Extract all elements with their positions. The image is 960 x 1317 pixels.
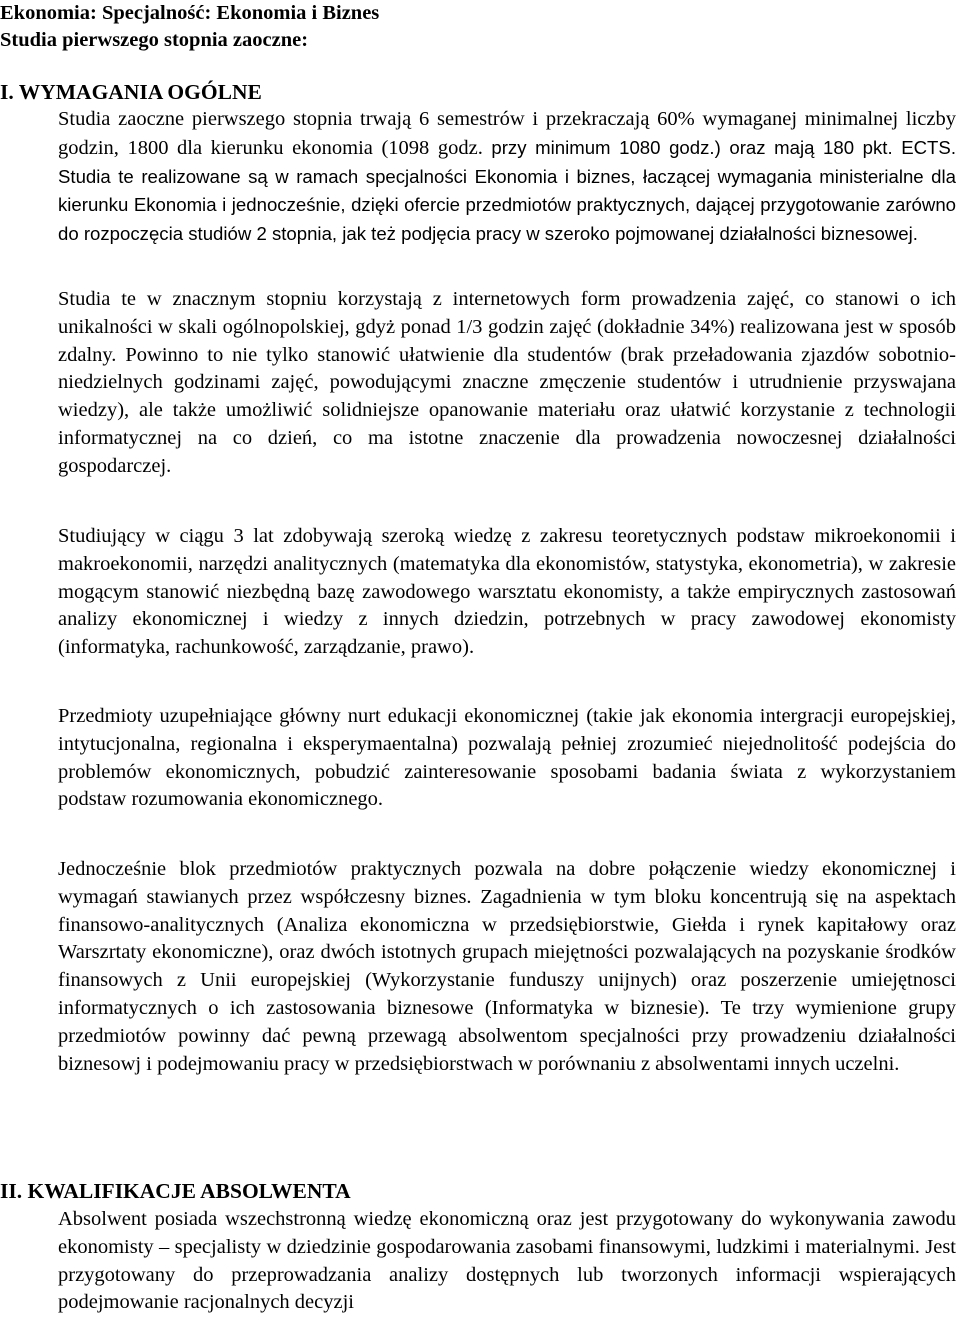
paragraph-wymagania-1-serif: Studia zaoczne pierwszego stopnia trwają 6 semestrów i przekraczają 60% wymaganej minimalnej liczby godzin, 1800 dla kierunku ekonomia (1098 godz.: [58, 108, 956, 159]
section-heading-kwalifikacje: II. KWALIFIKACJE ABSOLWENTA: [0, 1179, 351, 1203]
paragraph-wymagania-3: Studiujący w ciągu 3 lat zdobywają szeroką wiedzę z zakresu teoretycznych podstaw mikroekonomii i makroekonomii, narzędzi analitycznych (matematyka dla ekonomistów, statystyka, ekonometria), w zakresie mogącym stanowić niezbędną bazę zawodowego warsztatu ekonomisty, a także empirycznych zastosowań analizy ekonomicznej i wiedzy z innych dziedzin, potrzebnych w pracy zawodowej ekonomisty (informatyka, rachunkowość, zarządzanie, prawo).: [58, 525, 956, 659]
paragraph-wymagania-1-sans: przy minimum 1080 godz.) oraz mają 180 pkt. ECTS. Studia te realizowane są w ramach specjalności Ekonomia i biznes, łaczącej wymagania ministerialne dla kierunku Ekonomia i jednocześnie, dzięki ofercie przedmiotów praktycznych, dającej przygotowanie zarówno do rozpoczęcia studiów 2 stopnia, jak też podjęcia pracy w szeroko pojmowanej działalności biznesowej.: [58, 136, 956, 245]
paragraph-wymagania-2: Studia te w znacznym stopniu korzystają z internetowych form prowadzenia zajęć, co stanowi o ich unikalności w skali ogólnopolskiej, gdyż ponad 1/3 godzin zajęć (dokładnie 34%) realizowana jest w sposób zdalny. Powinno to nie tylko stanowić ułatwienie dla studentów (brak przeładowania zjazdów sobotnio-niedzielnych godzinami zajęć, powodującymi znaczne zmęczenie studentów i utrudnienie przyswajana wiedzy), ale także umożliwić solidniejsze opanowanie materiału oraz ułatwić korzystanie z technologii informatycznej na co dzień, co ma istotne znaczenie dla prowadzenia nowoczesnej działalności gospodarczej.: [58, 288, 956, 477]
section-heading-wymagania: I. WYMAGANIA OGÓLNE: [0, 80, 262, 104]
paragraph-kwalifikacje-1: Absolwent posiada wszechstronną wiedzę ekonomiczną oraz jest przygotowany do wykonywania zawodu ekonomisty – specjalisty w dziedzinie gospodarowania zasobami finansowymi, ludzkimi i materialnymi. Jest przygotowany do przeprowadzania analizy dostępnych lub tworzonych informacji wspierających podejmowanie racjonalnych decyzji: [58, 1208, 956, 1314]
paragraph-wymagania-4: Przedmioty uzupełniające główny nurt edukacji ekonomicznej (takie jak ekonomia intergracji europejskiej, intytucjonalna, regionalna i eksperymaentalna) pozwalają pełniej zrozumieć niejednolitość podejścia do problemów ekonomicznych, pobudzić zainteresowanie sposobami badania świata z wykorzystaniem podstaw rozumowania ekonomicznego.: [58, 705, 956, 811]
document-header: [0, 0, 379, 54]
paragraph-wymagania-1: [58, 106, 956, 249]
document-subtitle: Studia pierwszego stopnia zaoczne:: [0, 29, 309, 51]
paragraph-wymagania-5: Jednocześnie blok przedmiotów praktycznych pozwala na dobre połączenie wiedzy ekonomicznej i wymagań stawianych przez współczesny biznes. Zagadnienia w tym bloku koncentrują się na aspektach finansowo-analitycznych (Analiza ekonomiczna w przedsiębiorstwie, Giełda i rynek kapitałowy oraz Warszrtaty ekonomiczne), oraz dwóch istotnych grupach miejętności pozwalających na pozyskanie środków finansowych z Unii europejskiej (Wykorzystanie funduszy unijnych) oraz poszerzenie umiejętnosci informatycznych o ich zastosowania biznesowe (Informatyka w biznesie). Te trzy wymienione grupy przedmiotów powinny dać pewną przewagą absolwentom specjalności przy prowadzeniu działalności biznesowj i podejmowaniu pracy w przedsiębiorstwach w porównaniu z absolwentami innych uczelni.: [58, 858, 956, 1075]
document-title: Ekonomia: Specjalność: Ekonomia i Biznes: [0, 2, 380, 24]
